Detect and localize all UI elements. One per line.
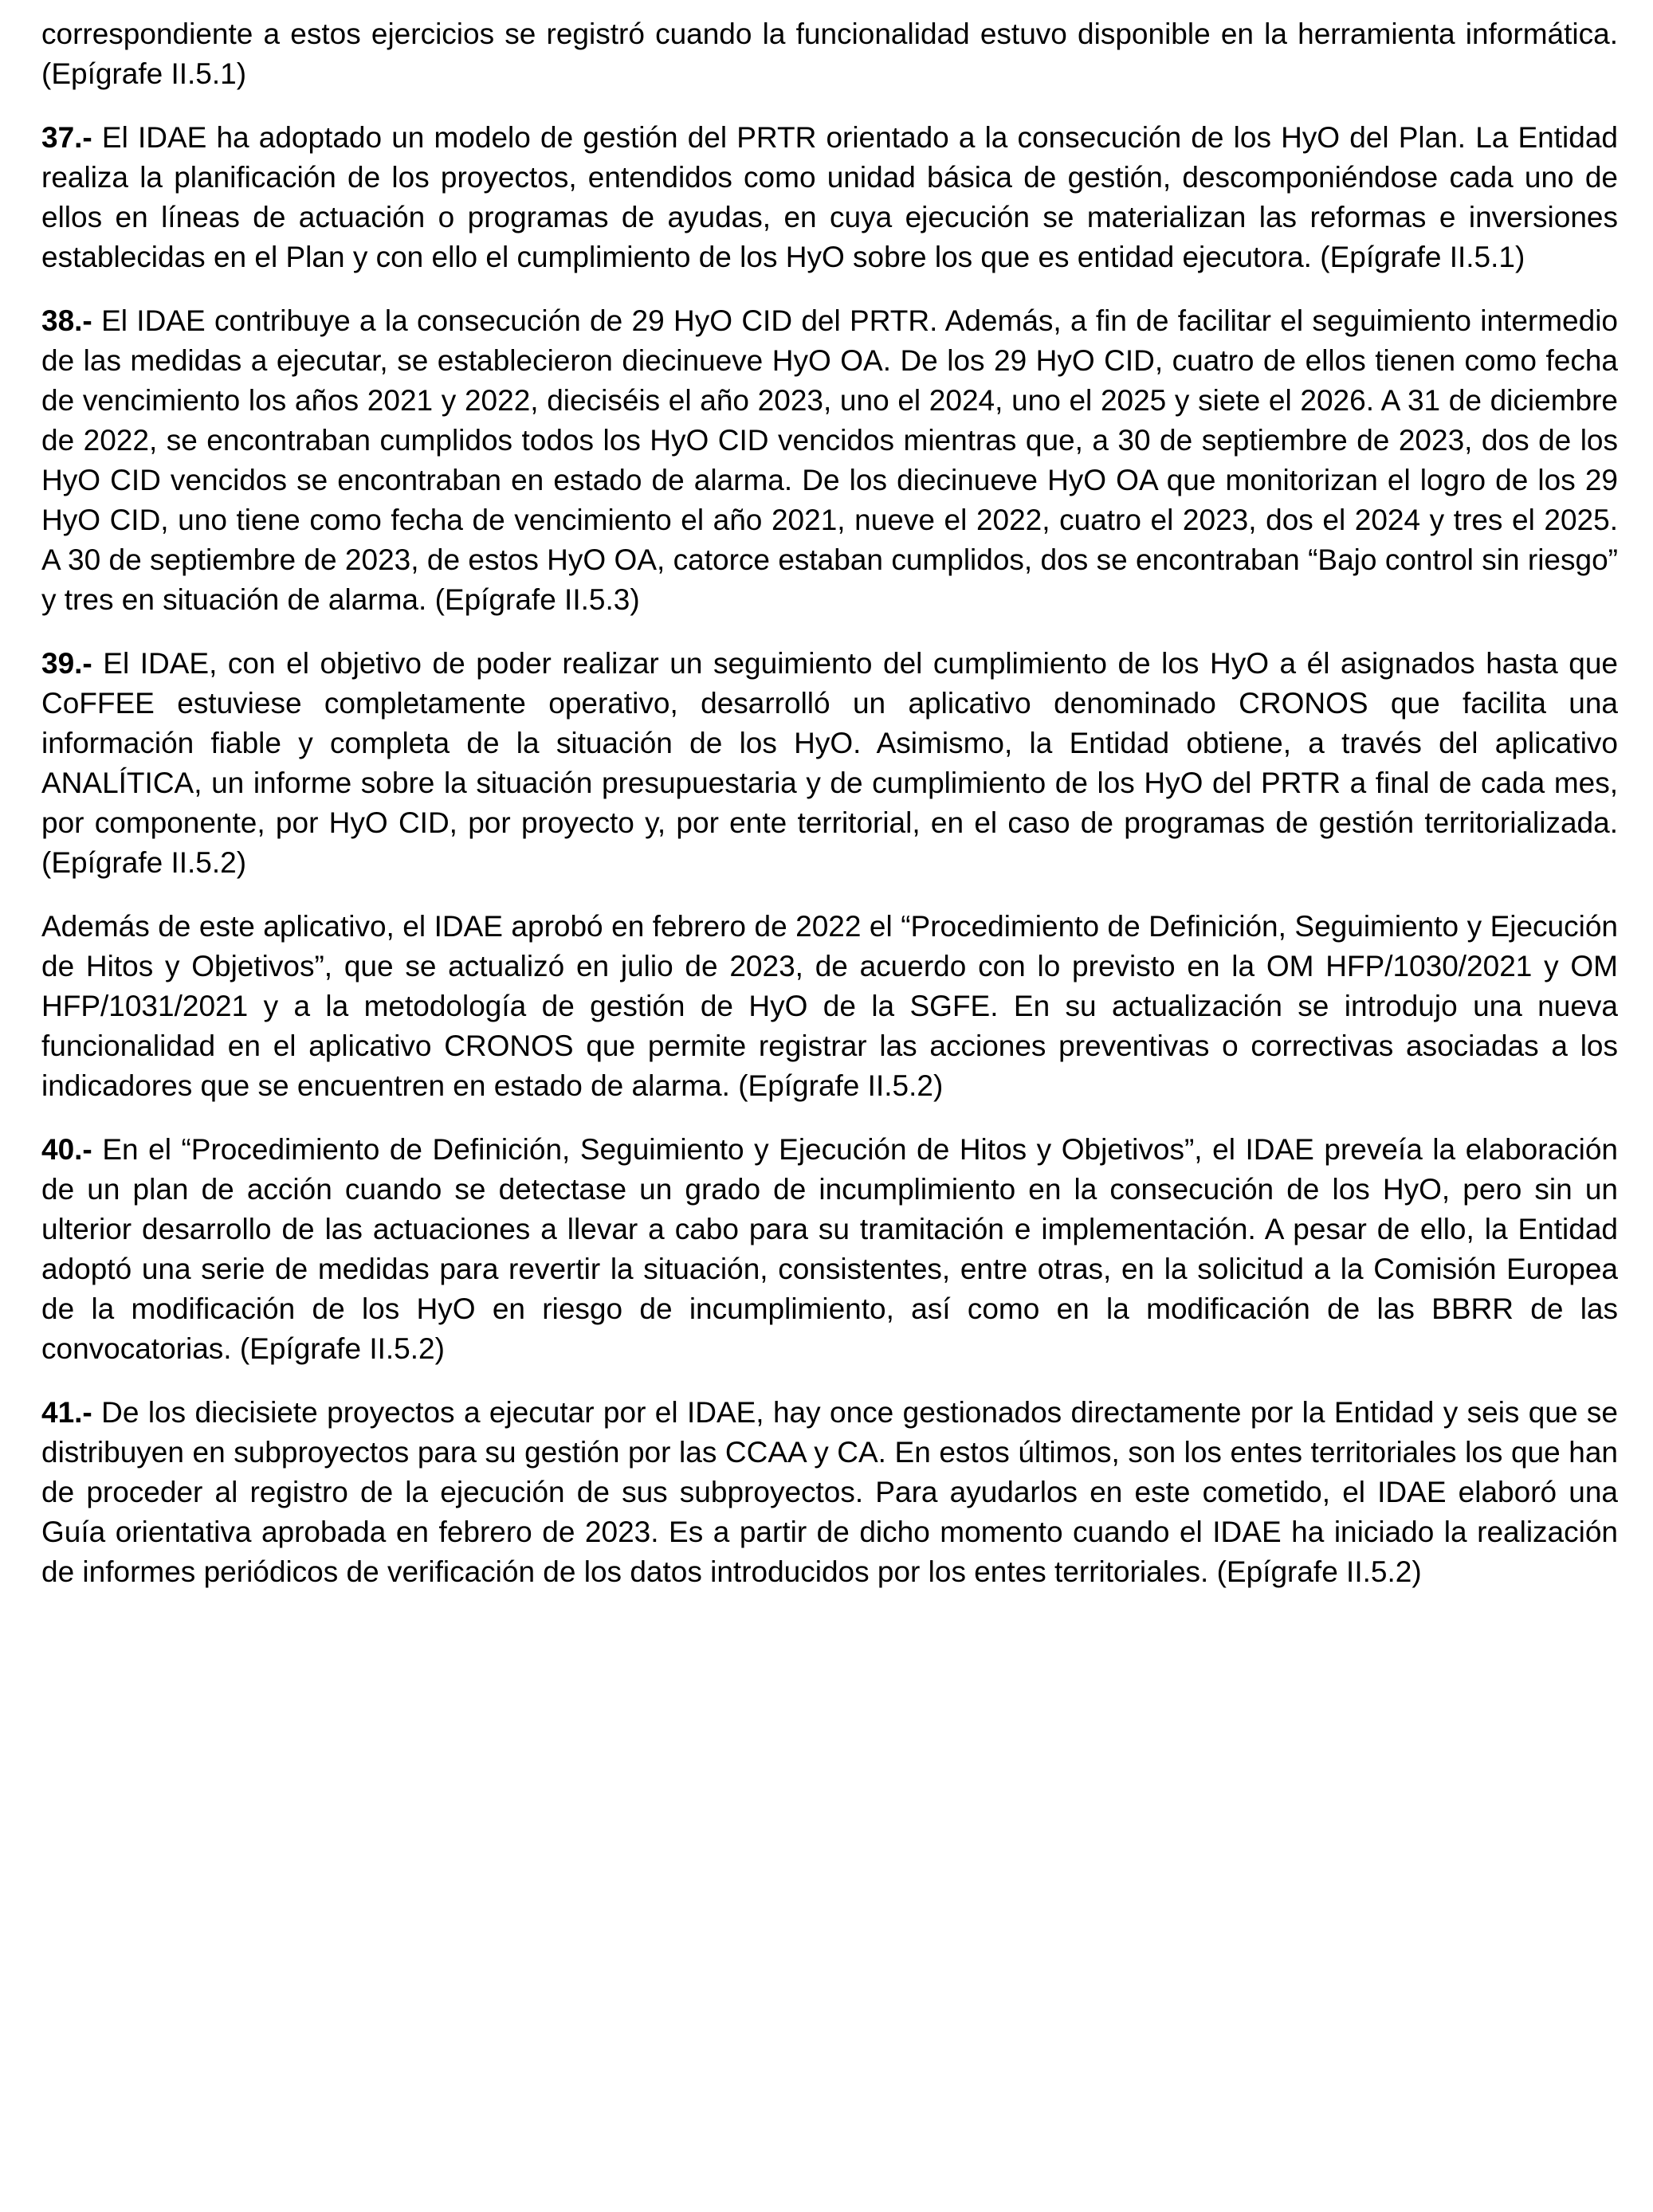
paragraph-text: En el “Procedimiento de Definición, Seguimiento y Ejecución de Hitos y Objetivos”, el IDAE preveía la elaboración de un plan de acción cuando se detectase un grado de incumplimiento en la consecución de los HyO, pero sin un ulterior desarrollo de las actuaciones a llevar a cabo para su tramitación e implementación. A pesar de ello, la Entidad adoptó una serie de medidas para revertir la situación, consistentes, entre otras, en la solicitud a la Comisión Europea de la modificación de los HyO en riesgo de incumplimiento, así como en la modificación de las BBRR de las convocatorias. (Epígrafe II.5.2) [41,1133,1618,1365]
paragraph-text: El IDAE ha adoptado un modelo de gestión del PRTR orientado a la consecución de los HyO del Plan. La Entidad realiza la planificación de los proyectos, entendidos como unidad básica de gestión, descomponiéndose cada uno de ellos en líneas de actuación o programas de ayudas, en cuya ejecución se materializan las reformas e inversiones establecidas en el Plan y con ello el cumplimiento de los HyO sobre los que es entidad ejecutora. (Epígrafe II.5.1) [41,121,1618,273]
paragraph-number: 37.- [41,121,92,154]
paragraph-continuation [41,14,1618,94]
paragraph-38 [41,301,1618,620]
paragraph-39 [41,644,1618,883]
paragraph-text: El IDAE, con el objetivo de poder realizar un seguimiento del cumplimiento de los HyO a él asignados hasta que CoFFEE estuviese completamente operativo, desarrolló un aplicativo denominado CRONOS que facilita una información fiable y completa de la situación de los HyO. Asimismo, la Entidad obtiene, a través del aplicativo ANALÍTICA, un informe sobre la situación presupuestaria y de cumplimiento de los HyO del PRTR a final de cada mes, por componente, por HyO CID, por proyecto y, por ente territorial, en el caso de programas de gestión territorializada. (Epígrafe II.5.2) [41,647,1618,879]
paragraph-text: El IDAE contribuye a la consecución de 29 HyO CID del PRTR. Además, a fin de facilitar el seguimiento intermedio de las medidas a ejecutar, se establecieron diecinueve HyO OA. De los 29 HyO CID, cuatro de ellos tienen como fecha de vencimiento los años 2021 y 2022, dieciséis el año 2023, uno el 2024, uno el 2025 y siete el 2026. A 31 de diciembre de 2022, se encontraban cumplidos todos los HyO CID vencidos mientras que, a 30 de septiembre de 2023, dos de los HyO CID vencidos se encontraban en estado de alarma. De los diecinueve HyO OA que monitorizan el logro de los 29 HyO CID, uno tiene como fecha de vencimiento el año 2021, nueve el 2022, cuatro el 2023, dos el 2024 y tres el 2025. A 30 de septiembre de 2023, de estos HyO OA, catorce estaban cumplidos, dos se encontraban “Bajo control sin riesgo” y tres en situación de alarma. (Epígrafe II.5.3) [41,304,1618,616]
paragraph-37 [41,118,1618,277]
paragraph-number: 39.- [41,647,92,680]
document-body [41,14,1618,1592]
paragraph-41 [41,1393,1618,1592]
paragraph-number: 41.- [41,1396,92,1429]
paragraph-number: 38.- [41,304,92,337]
paragraph-40 [41,1130,1618,1369]
paragraph-ademas [41,907,1618,1106]
paragraph-text: Además de este aplicativo, el IDAE aprobó en febrero de 2022 el “Procedimiento de Definición, Seguimiento y Ejecución de Hitos y Objetivos”, que se actualizó en julio de 2023, de acuerdo con lo previsto en la OM HFP/1030/2021 y OM HFP/1031/2021 y a la metodología de gestión de HyO de la SGFE. En su actualización se introdujo una nueva funcionalidad en el aplicativo CRONOS que permite registrar las acciones preventivas o correctivas asociadas a los indicadores que se encuentren en estado de alarma. (Epígrafe II.5.2) [41,910,1618,1102]
paragraph-text: De los diecisiete proyectos a ejecutar por el IDAE, hay once gestionados directamente por la Entidad y seis que se distribuyen en subproyectos para su gestión por las CCAA y CA. En estos últimos, son los entes territoriales los que han de proceder al registro de la ejecución de sus subproyectos. Para ayudarlos en este cometido, el IDAE elaboró una Guía orientativa aprobada en febrero de 2023. Es a partir de dicho momento cuando el IDAE ha iniciado la realización de informes periódicos de verificación de los datos introducidos por los entes territoriales. (Epígrafe II.5.2) [41,1396,1618,1588]
paragraph-number: 40.- [41,1133,92,1166]
paragraph-text: correspondiente a estos ejercicios se registró cuando la funcionalidad estuvo disponible en la herramienta informática. (Epígrafe II.5.1) [41,18,1618,90]
